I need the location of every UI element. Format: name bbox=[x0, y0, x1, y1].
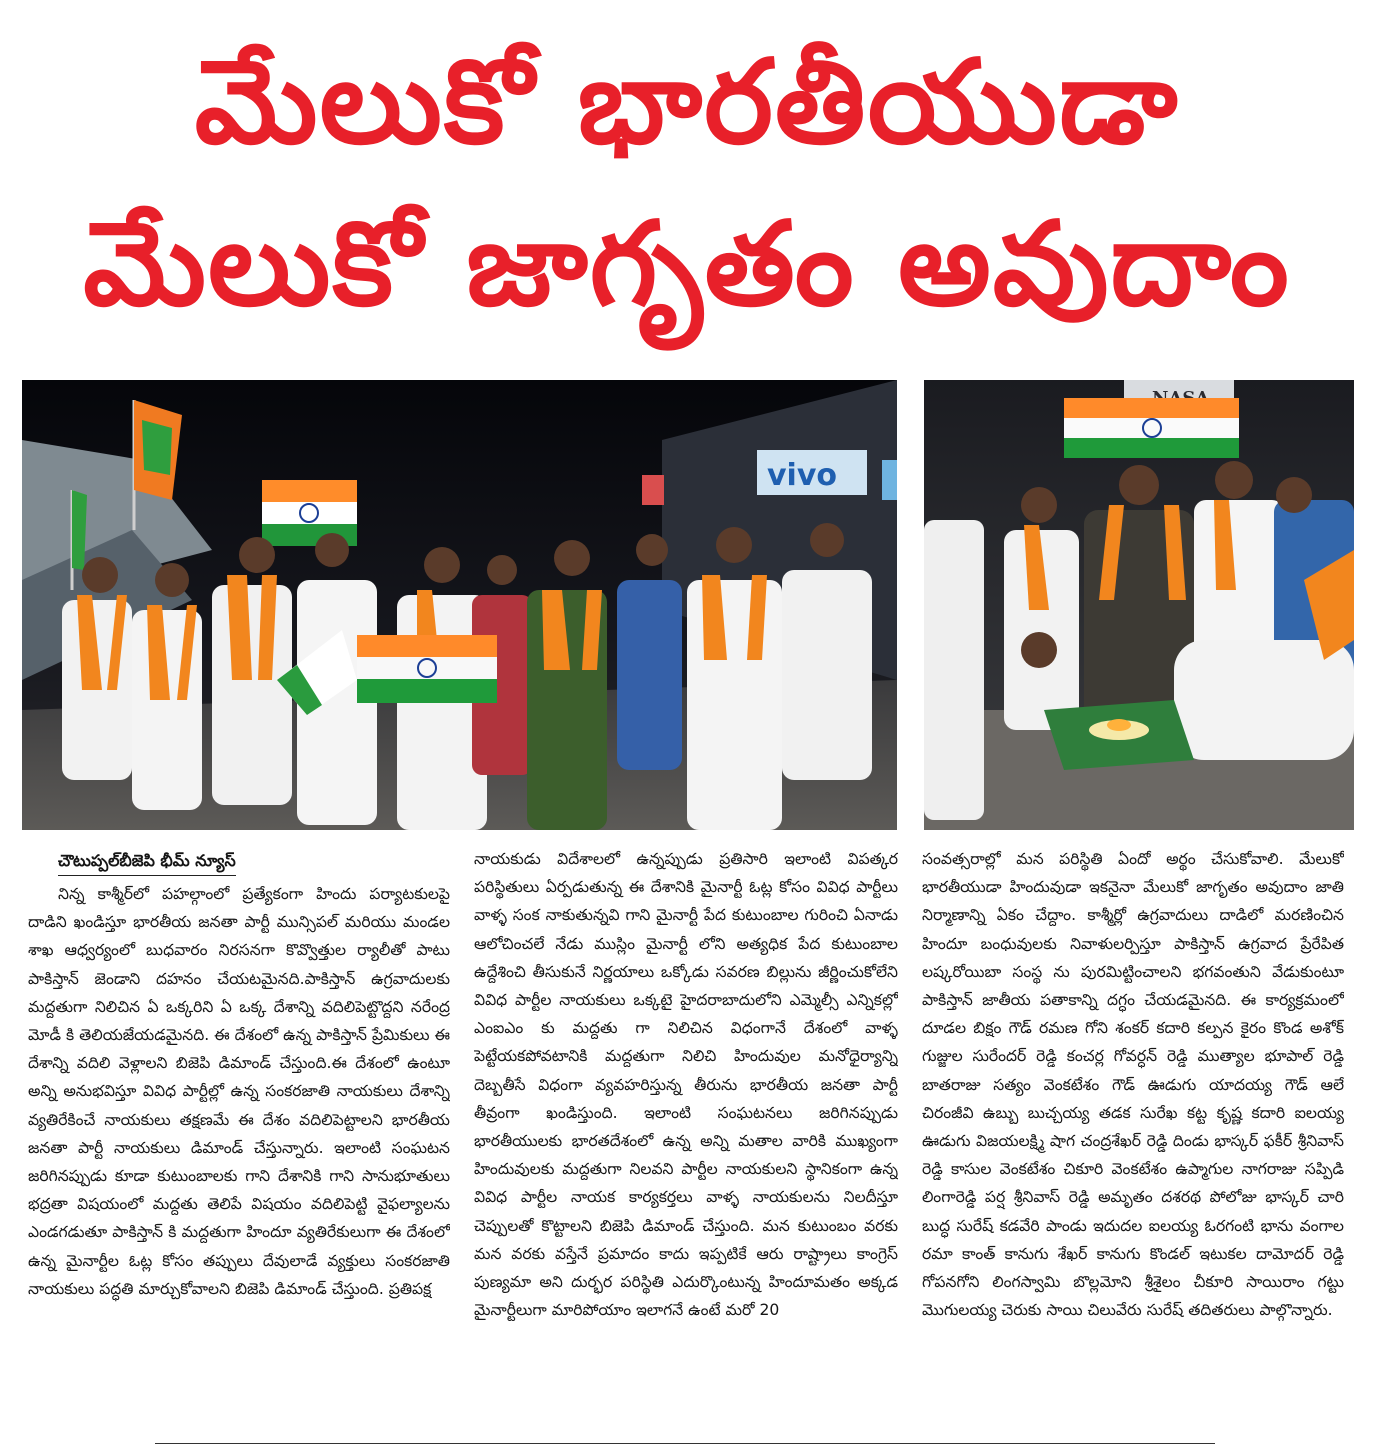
article-column-2 bbox=[474, 845, 898, 1430]
article-text-3: సంవత్సరాల్లో మన పరిస్థితి ఏందో అర్థం చేసుకోవాలి. మేలుకో భారతీయుడా హిందువుడా ఇకనైనా మేలుకో జాగృతం అవుదాం జాతి నిర్మాణాన్ని ఏకం చేద్దాం. కాశ్మీర్లో ఉగ్రవాదులు దాడిలో మరణించిన హిందూ బంధువులకు నివాళులర్పిస్తూ పాకిస్తాన్ ఉగ్రవాద ప్రేరేపిత లష్కరోయిబా సంస్థ ను పురమిట్టించాలని భగవంతుని వేడుకుంటూ పాకిస్తాన్ జాతీయ పతాకాన్ని దగ్ధం చేయడమైనది. ఈ కార్యక్రమంలో దూడల బిక్షం గౌడ్ రమణ గోని శంకర్ కదారి కల్పన కైరం కొండ అశోక్ గుజ్జుల సురేందర్ రెడ్డి కంచర్ల గోవర్ధన్ రెడ్డి ముత్యాల భూపాల్ రెడ్డి బాతరాజు సత్యం వెంకటేశం గౌడ్ ఊడుగు యాదయ్య గౌడ్ ఆలే చిరంజీవి ఉబ్బు బుచ్చయ్య తడక సురేఖ కట్ట కృష్ణ కదారి ఐలయ్య ఊడుగు విజయలక్ష్మి షాగ చంద్రశేఖర్ రెడ్డి దిండు భాస్కర్ ఫకీర్ శ్రీనివాస్ రెడ్డి కాసుల వెంకటేశం చికూరి వెంకటేశం ఉప్మాగుల నాగరాజు సప్పిడి లింగారెడ్డి పర్ష శ్రీనివాస్ రెడ్డి అమృతం దశరథ పోలోజు భాస్కర్ చారి బుద్ధ సురేష్ కడవేరి పాండు ఇదుదల ఐలయ్య ఓరగంటి భాను వంగాల రమా కాంత్ కానుగు శేఖర్ కానుగు కొండల్ ఇటుకల దామోదర్ రెడ్డి గోపనగోని లింగస్వామి బొల్లమోని శ్రీశైలం చీకూరి సాయిరాం గట్టు మొగులయ్య చెరుకు సాయి చిలువేరు సురేష్ తదితరులు పాల్గొన్నారు. bbox=[922, 850, 1344, 1320]
protest-photo bbox=[924, 380, 1354, 830]
bottom-rule bbox=[155, 1443, 1215, 1444]
article-text-1: నిన్న కాశ్మీర్‌లో పహల్గాంలో ప్రత్యేకంగా హిందు పర్యాటకులపై దాడిని ఖండిస్తూ భారతీయ జనతా పార్టీ మున్సిపల్ మరియు మండల శాఖ ఆధ్వర్యంలో బుధవారం నిరసనగా కొవ్వొత్తుల ర్యాలీతో పాటు పాకిస్తాన్ జెండాని దహనం చేయటమైనది.పాకిస్తాన్ ఉగ్రవాదులకు మద్దతుగా నిలిచిన ఏ ఒక్కరిని ఏ ఒక్క దేశాన్ని వదిలిపెట్టొద్దని నరేంద్ర మోడీ కి తెలియజేయడమైనది. ఈ దేశంలో ఉన్న పాకిస్తాన్ ప్రేమికులు ఈ దేశాన్ని వదిలి వెళ్లాలని బిజెపి డిమాండ్ చేస్తుంది.ఈ దేశంలో ఉంటూ అన్ని అనుభవిస్తూ వివిధ పార్టీల్లో ఉన్న సంకరజాతి నాయకులు దేశాన్ని వ్యతిరేకించే నాయకులు తక్షణమే ఈ దేశం వదిలిపెట్టాలని భారతీయ జనతా పార్టీ నాయకులు డిమాండ్ చేస్తున్నారు. ఇలాంటి సంఘటన జరిగినప్పుడు కూడా కుటుంబాలకు గాని దేశానికి గాని సానుభూతులు భద్రతా విషయంలో మద్దతు తెలిపే విషయం వదిలిపెట్టి వైఫల్యాలను ఎండగడుతూ పాకిస్తాన్ కి మద్దతుగా హిందూ వ్యతిరేకులుగా ఈ దేశంలో ఉన్న మైనార్టీల ఓట్ల కోసం తప్పులు దేవులాడే వ్యక్తులు సంకరజాతి నాయకులు పద్ధతి మార్చుకోవాలని బిజెపి డిమాండ్ చేస్తుంది. ప్రతిపక్ష bbox=[28, 885, 450, 1298]
rally-photo bbox=[22, 380, 897, 830]
headline-line-1: మేలుకో భారతీయుడా bbox=[194, 35, 1180, 170]
byline: చౌటుప్పల్‌బీజెపి భీమ్ న్యూస్ bbox=[58, 847, 236, 876]
article-column-1 bbox=[28, 845, 450, 1430]
headline-line-2: మేలుకో జాగృతం అవుదాం bbox=[83, 197, 1291, 332]
article-column-3 bbox=[922, 845, 1344, 1430]
article-text-2: నాయకుడు విదేశాలలో ఉన్నప్పుడు ప్రతిసారి ఇలాంటి విపత్కర పరిస్థితులు ఏర్పడుతున్న ఈ దేశానికి మైనార్టీ ఓట్ల కోసం వివిధ పార్టీలు వాళ్ళ సంక నాకుతున్నవి గాని మైనార్టీ పేద కుటుంబాల గురించి ఏనాడు ఆలోచించలే నేడు ముస్లిం మైనార్టీ లోని అత్యధిక పేద కుటుంబాల ఉద్దేశించి తీసుకునే నిర్ణయాలు ఒక్కోడు సవరణ బిల్లును జీర్ణించుకోలేని వివిధ పార్టీల నాయకులు ఒక్కటై హైదరాబాదులోని ఎమ్మెల్సీ ఎన్నికల్లో ఎంఐఎం కు మద్దతు గా నిలిచిన విధంగానే దేశంలో వాళ్ళ పెట్టేయకపోవటానికి మద్దతుగా నిలిచి హిందువుల మనోధైర్యాన్ని దెబ్బతీసే విధంగా వ్యవహరిస్తున్న తీరును భారతీయ జనతా పార్టీ తీవ్రంగా ఖండిస్తుంది. ఇలాంటి సంఘటనలు జరిగినప్పుడు భారతీయులకు భారతదేశంలో ఉన్న అన్ని మతాల వారికి ముఖ్యంగా హిందువులకు మద్దతుగా నిలవని పార్టీల నాయకులని స్థానికంగా ఉన్న వివిధ పార్టీల నాయక కార్యకర్తలు వాళ్ళ నాయకులను నిలదీస్తూ చెప్పులతో కొట్టాలని బిజెపి డిమాండ్ చేస్తుంది. మన కుటుంబం వరకు మన వరకు వస్తేనే ప్రమాదం కాదు ఇప్పటికే ఆరు రాష్ట్రాలు కాంగ్రెస్ పుణ్యమా అని దుర్భర పరిస్థితి ఎదుర్కొంటున్న హిందూమతం అక్కడ మైనార్టీలుగా మారిపోయాం ఇలాగనే ఉంటే మరో 20 bbox=[474, 850, 898, 1320]
shop-sign: vivo bbox=[767, 458, 838, 493]
